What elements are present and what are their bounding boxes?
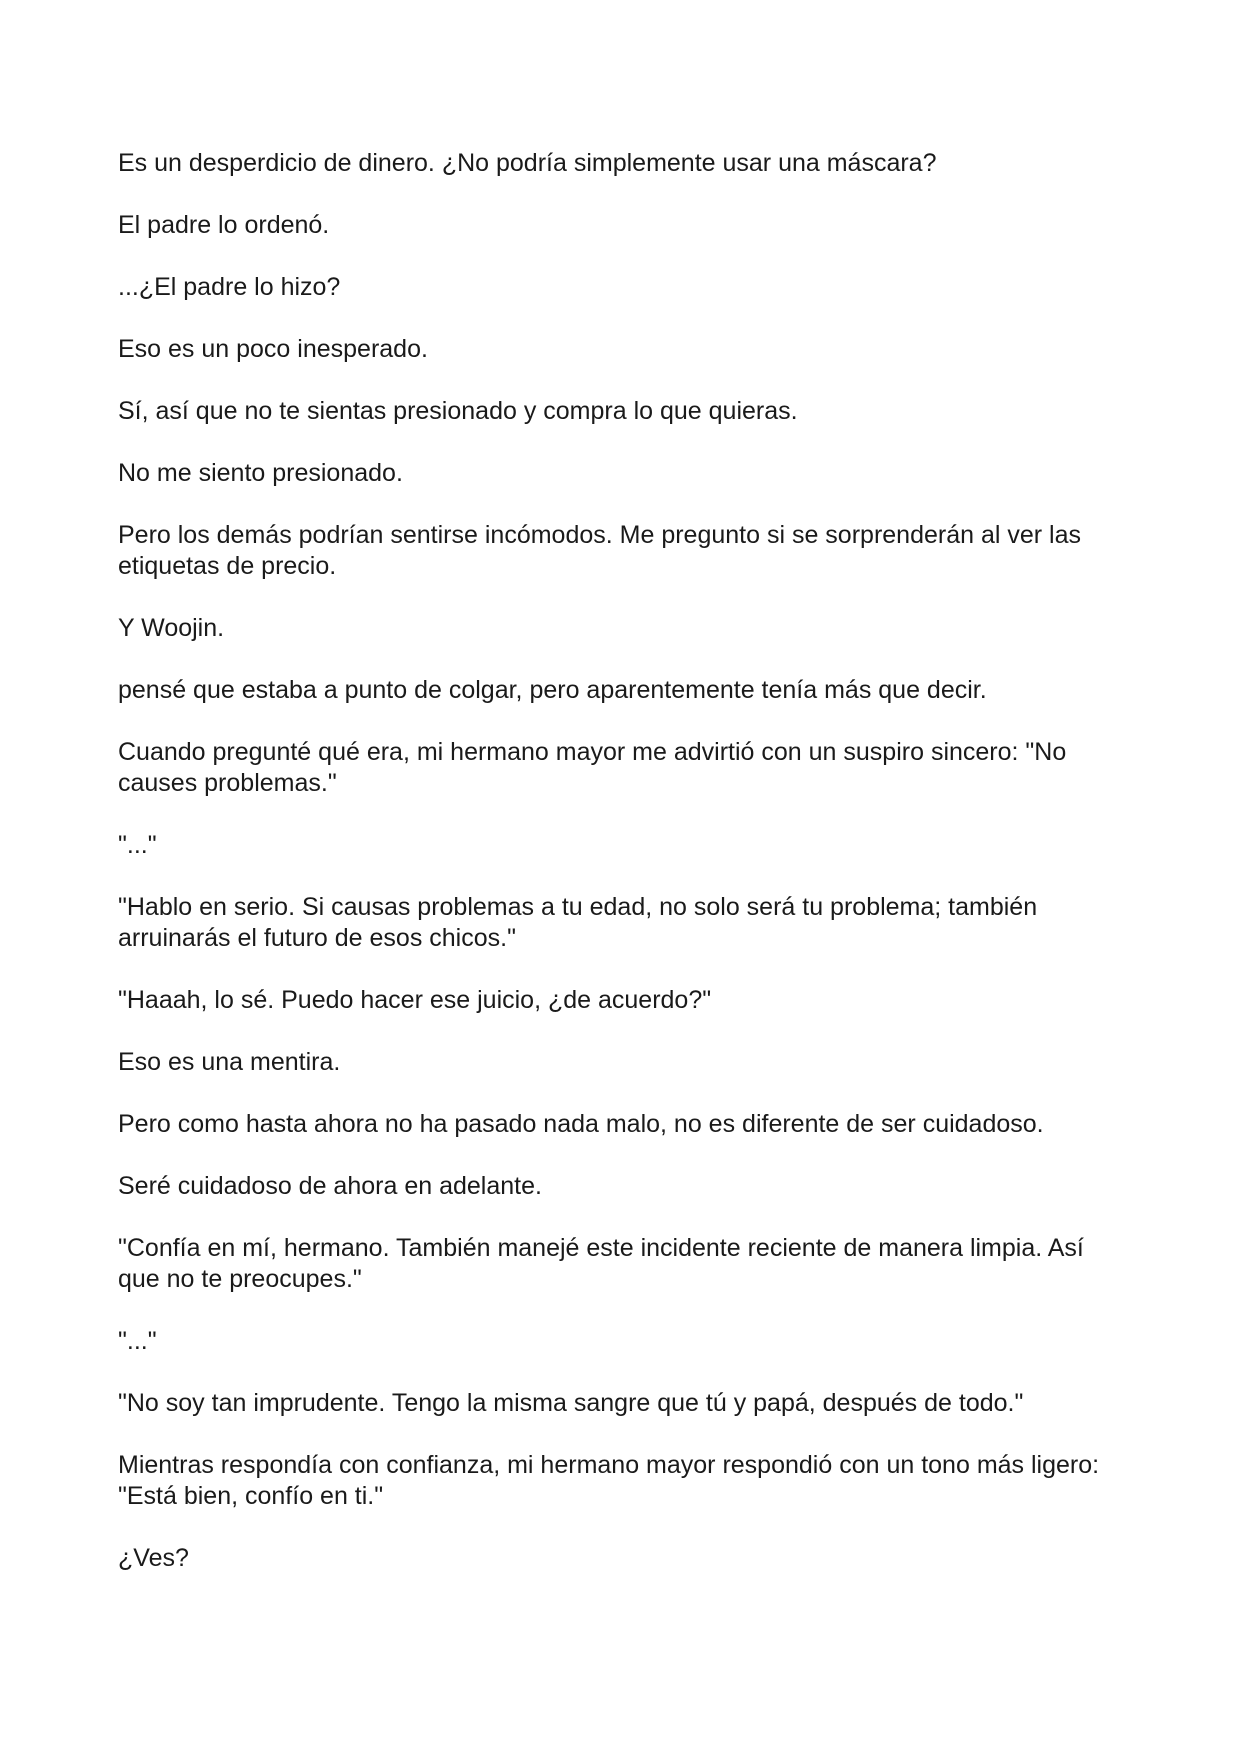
paragraph-12: "Hablo en serio. Si causas problemas a tu edad, no solo será tu problema; también arruinarás el futuro de esos chicos.": [118, 893, 1038, 952]
paragraph-2: El padre lo ordenó.: [118, 211, 330, 239]
paragraph-15: Pero como hasta ahora no ha pasado nada malo, no es diferente de ser cuidadoso.: [118, 1110, 1044, 1138]
paragraph-3: ...¿El padre lo hizo?: [118, 273, 341, 301]
paragraph-10: Cuando pregunté qué era, mi hermano mayor me advirtió con un suspiro sincero: "No causes problemas.": [118, 738, 1067, 797]
paragraph-16: Seré cuidadoso de ahora en adelante.: [118, 1172, 542, 1200]
paragraph-17: "Confía en mí, hermano. También manejé este incidente reciente de manera limpia. Así que no te preocupes.": [118, 1234, 1084, 1293]
paragraph-5: Sí, así que no te sientas presionado y compra lo que quieras.: [118, 397, 798, 425]
paragraph-11: "...": [118, 831, 157, 859]
paragraph-9: pensé que estaba a punto de colgar, pero aparentemente tenía más que decir.: [118, 676, 987, 704]
paragraph-7: Pero los demás podrían sentirse incómodos. Me pregunto si se sorprenderán al ver las etiquetas de precio.: [118, 521, 1082, 580]
paragraph-18: "...": [118, 1327, 157, 1355]
paragraph-13: "Haaah, lo sé. Puedo hacer ese juicio, ¿de acuerdo?": [118, 986, 712, 1014]
paragraph-8: Y Woojin.: [118, 614, 225, 642]
paragraph-19: "No soy tan imprudente. Tengo la misma sangre que tú y papá, después de todo.": [118, 1389, 1024, 1417]
document-body: [118, 148, 1128, 1605]
paragraph-4: Eso es un poco inesperado.: [118, 335, 428, 363]
paragraph-1: Es un desperdicio de dinero. ¿No podría simplemente usar una máscara?: [118, 149, 937, 177]
paragraph-14: Eso es una mentira.: [118, 1048, 341, 1076]
paragraph-21: ¿Ves?: [118, 1544, 189, 1572]
paragraph-6: No me siento presionado.: [118, 459, 403, 487]
paragraph-20: Mientras respondía con confianza, mi hermano mayor respondió con un tono más ligero: "Está bien, confío en ti.": [118, 1451, 1100, 1510]
